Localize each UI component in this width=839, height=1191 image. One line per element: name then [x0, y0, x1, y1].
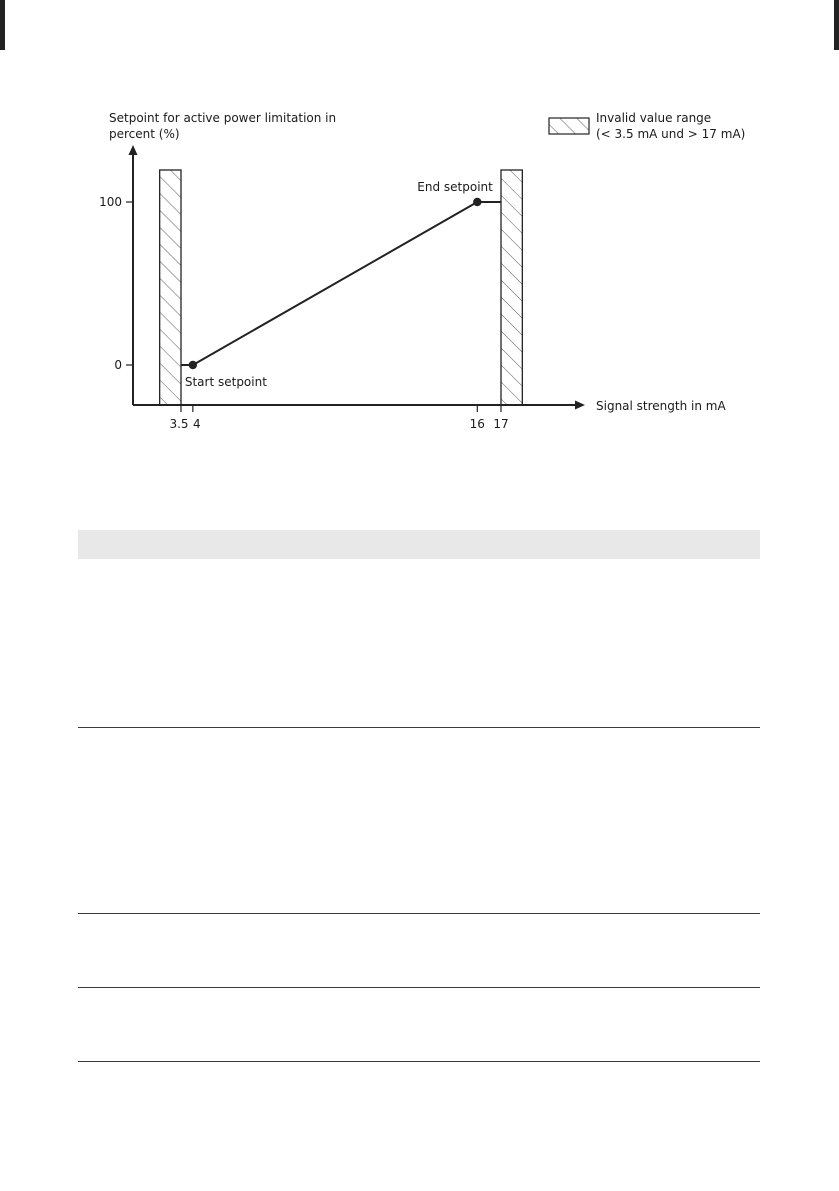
x-tick-label: 4 [193, 417, 201, 431]
setpoint-line [181, 202, 501, 365]
legend-sublabel: (< 3.5 mA und > 17 mA) [596, 127, 746, 141]
end-setpoint-marker [473, 198, 481, 206]
y-axis-arrow [129, 145, 138, 155]
y-axis-label-line-1: Setpoint for active power limitation in [109, 111, 337, 125]
x-tick-label: 17 [493, 417, 509, 431]
table-cell-value [318, 988, 760, 1061]
table-cell-value [318, 559, 760, 727]
setpoint-chart [0, 0, 839, 480]
table-row [78, 988, 760, 1062]
x-tick-label: 16 [469, 417, 485, 431]
table-row [78, 914, 760, 988]
invalid-range-band-1 [160, 170, 181, 405]
table-cell-name [78, 914, 318, 987]
x-axis-arrow [575, 401, 585, 410]
invalid-range-band-2 [501, 170, 522, 405]
table-cell-value [318, 728, 760, 913]
start-setpoint-marker [189, 361, 197, 369]
y-tick-label: 100 [99, 195, 122, 209]
x-axis-label: Signal strength in mA [596, 399, 726, 413]
table-cell-name [78, 988, 318, 1061]
table-row [78, 728, 760, 914]
table-header [78, 530, 760, 559]
x-tick-label: 3.5 [169, 417, 189, 431]
table-cell-name [78, 559, 318, 727]
parameter-table [78, 530, 760, 1062]
table-cell-name [78, 728, 318, 913]
y-tick-label: 0 [114, 358, 122, 372]
legend-label: Invalid value range [596, 111, 712, 125]
y-axis-label-line-2: percent (%) [109, 127, 180, 141]
legend-swatch [549, 118, 589, 134]
start-setpoint-label: Start setpoint [184, 375, 267, 389]
table-cell-value [318, 914, 760, 987]
table-row [78, 559, 760, 728]
end-setpoint-label: End setpoint [417, 180, 493, 194]
